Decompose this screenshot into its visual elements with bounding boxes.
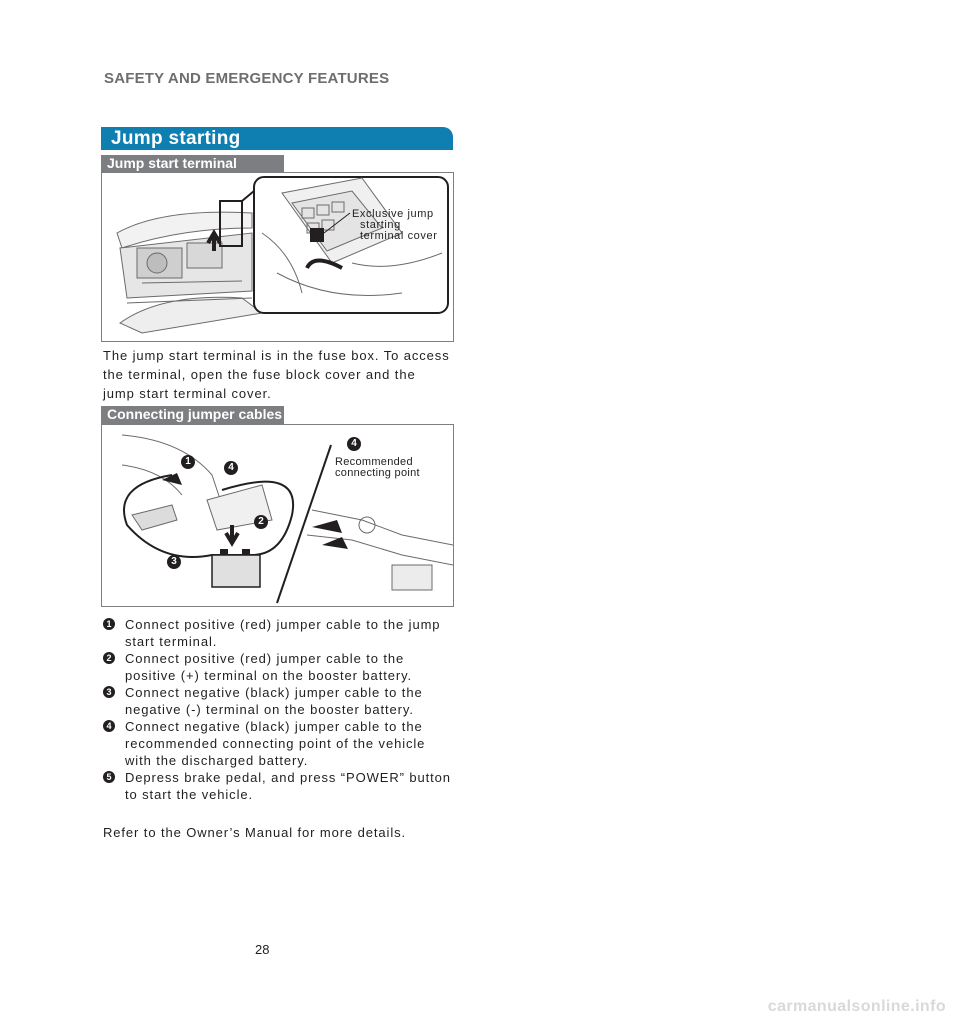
step-item: 3 Connect negative (black) jumper cable to the negative (-) terminal on the booster battery. xyxy=(103,684,463,718)
page-number: 28 xyxy=(255,942,270,957)
step-item: 2 Connect positive (red) jumper cable to the positive (+) terminal on the booster battery. xyxy=(103,650,463,684)
step-number: 1 xyxy=(103,618,115,630)
step-item: 1 Connect positive (red) jumper cable to the jump start terminal. xyxy=(103,616,463,650)
subheading-text: Connecting jumper cables xyxy=(107,406,283,422)
callout-4-cable: 4 xyxy=(224,461,238,475)
jumper-cables-illustration xyxy=(102,425,453,606)
subheading-connecting-jumper-cables xyxy=(101,406,284,424)
figure-label-connecting-point: Recommended connecting point xyxy=(335,456,420,479)
step-item: 5 Depress brake pedal, and press “POWER” button to start the vehicle. xyxy=(103,769,463,803)
step-number: 5 xyxy=(103,771,115,783)
subheading-jump-start-terminal xyxy=(101,155,284,173)
footer-note: Refer to the Owner’s Manual for more details. xyxy=(103,825,407,840)
page-title: Jump starting xyxy=(111,128,241,149)
figure-label-terminal-cover: Exclusive jump starting terminal cover xyxy=(352,208,438,242)
callout-2: 2 xyxy=(254,515,268,529)
step-number: 2 xyxy=(103,652,115,664)
step-number: 3 xyxy=(103,686,115,698)
terminal-description: The jump start terminal is in the fuse box. To access the terminal, open the fuse block cover and the jump start terminal cover. xyxy=(103,348,450,401)
figure-jump-start-terminal xyxy=(101,172,454,342)
step-item: 4 Connect negative (black) jumper cable to the recommended connecting point of the vehicle with the discharged battery. xyxy=(103,718,463,769)
callout-1: 1 xyxy=(181,455,195,469)
step-number: 4 xyxy=(103,720,115,732)
section-header: SAFETY AND EMERGENCY FEATURES xyxy=(104,70,390,87)
callout-4-point: 4 xyxy=(347,437,361,451)
title-bar xyxy=(101,127,453,150)
subheading-text: Jump start terminal xyxy=(107,155,237,171)
figure-connecting-jumper-cables xyxy=(101,424,454,607)
engine-bay-illustration xyxy=(102,173,453,341)
callout-3: 3 xyxy=(167,555,181,569)
watermark: carmanualsonline.info xyxy=(767,998,946,1015)
